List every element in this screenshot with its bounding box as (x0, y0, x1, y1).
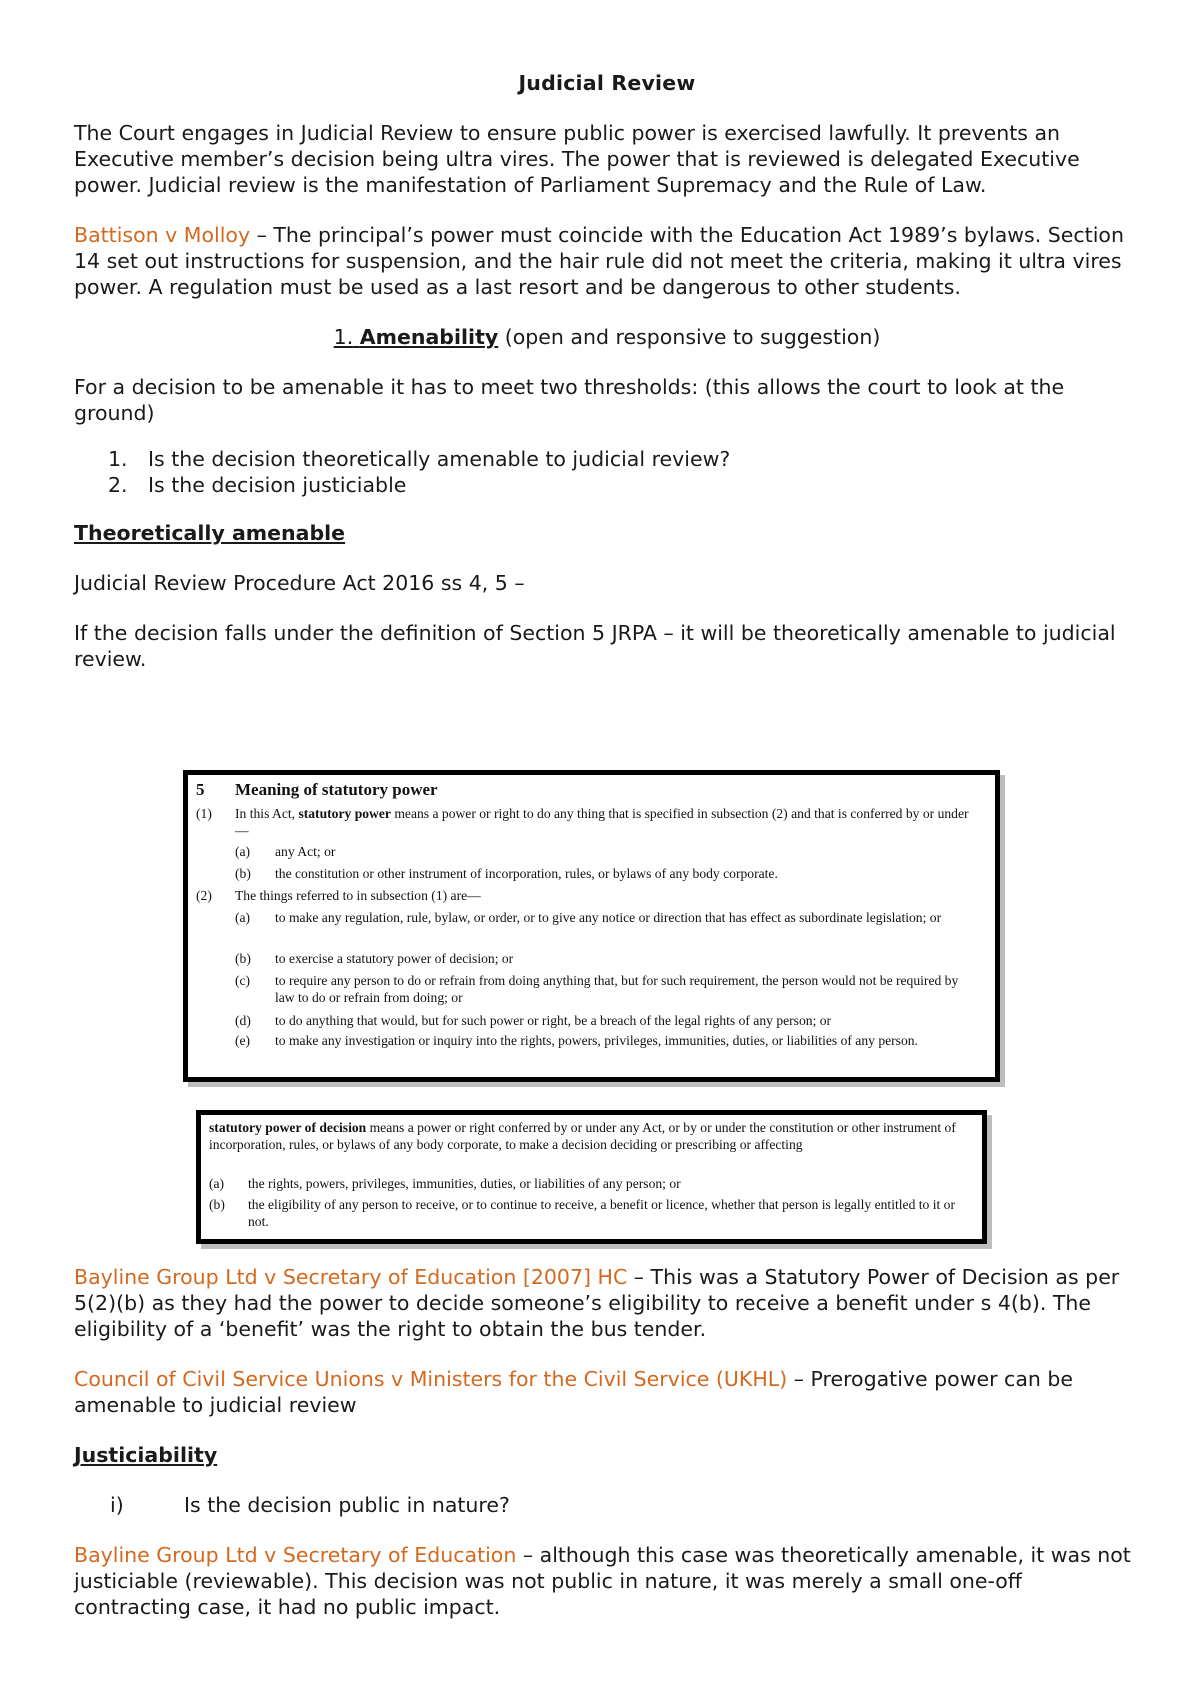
battison-text: – The principal’s power must coincide with the Education Act 1989’s bylaws. Section 14 set out instructions for suspension, and the hair rule did not meet the criteria, making it ultra vires power. A regulation must be used as a last resort and be dangerous to other students. (74, 223, 1124, 299)
item-text: to make any regulation, rule, bylaw, or order, or to give any notice or direction that has effect as subordinate legislation; or (275, 910, 942, 925)
jrpa-reference: Judicial Review Procedure Act 2016 ss 4, 5 – (74, 571, 525, 595)
statute-section-number: 5 (196, 780, 205, 799)
item-label: (d) (235, 1013, 251, 1028)
bayline-paragraph (74, 1264, 1140, 1342)
statute-section-title: Meaning of statutory power (235, 780, 438, 799)
item-text: any Act; or (275, 844, 336, 859)
case-name-battison: Battison v Molloy (74, 223, 251, 247)
case-name-bayline: Bayline Group Ltd v Secretary of Education [2007] HC (74, 1265, 628, 1289)
section-rest: (open and responsive to suggestion) (498, 325, 881, 349)
item-text: to make any investigation or inquiry into the rights, powers, privileges, immunities, duties, or liabilities of any person. (275, 1033, 918, 1048)
item-label: (a) (235, 910, 251, 925)
list-text: Is the decision theoretically amenable to judicial review? (148, 447, 731, 471)
item-label: (a) (235, 844, 251, 859)
list-number: 1. (108, 447, 128, 471)
bayline-text: – This was a Statutory Power of Decision as per 5(2)(b) as they had the power to decide someone’s eligibility to receive a benefit under s 4(b). The eligibility of a ‘benefit’ was the right to obtain the bus tender. (74, 1265, 1120, 1341)
defined-term: statutory power (298, 806, 391, 821)
statute-excerpt-section-5 (183, 770, 1000, 1082)
item-label: (a) (209, 1176, 225, 1191)
bayline-justiciability-paragraph (74, 1542, 1140, 1620)
item-text: the constitution or other instrument of incorporation, rules, or bylaws of any body corporate. (275, 866, 778, 881)
intro-paragraph: The Court engages in Judicial Review to ensure public power is exercised lawfully. It prevents an Executive member’s decision being ultra vires. The power that is reviewed is delegated Executive power. Judicial review is the manifestation of Parliament Supremacy and the Rule of Law. (74, 121, 1080, 197)
subsection-text: The things referred to in subsection (1) are— (235, 888, 481, 903)
subsection-text: means a power or right to do any thing that is specified in subsection (2) and that is conferred by or under— (235, 806, 969, 839)
item-text: the rights, powers, privileges, immunities, duties, or liabilities of any person; or (248, 1176, 681, 1191)
thresholds-intro: For a decision to be amenable it has to meet two thresholds: (this allows the court to look at the ground) (74, 375, 1065, 425)
item-label: (c) (235, 973, 251, 988)
statute-excerpt-power-of-decision (196, 1110, 987, 1244)
section-number: 1. (333, 325, 354, 349)
document-page (74, 70, 1140, 696)
ccsu-paragraph (74, 1366, 1140, 1418)
question-number: i) (110, 1493, 124, 1517)
heading-justiciability: Justiciability (74, 1443, 218, 1467)
ccsu-text: – Prerogative power can be amenable to judicial review (74, 1367, 1074, 1417)
subsection-text: In this Act, (235, 806, 299, 821)
heading-theoretically-amenable: Theoretically amenable (74, 521, 346, 545)
section-heading-amenability (74, 324, 1140, 350)
item-text: the eligibility of any person to receive, or to continue to receive, a benefit or licence, whether that person is legally entitled to it or not. (248, 1197, 956, 1230)
defined-term: statutory power of decision (209, 1120, 367, 1135)
list-text: Is the decision justiciable (148, 473, 407, 497)
bayline-justiciability-text: – although this case was theoretically amenable, it was not justiciable (reviewable). This decision was not public in nature, it was merely a small one-off contracting case, it had no public impact. (74, 1543, 1131, 1619)
item-label: (e) (235, 1033, 251, 1048)
case-name-bayline: Bayline Group Ltd v Secretary of Education (74, 1543, 517, 1567)
question-item (74, 1492, 1140, 1518)
item-label: (b) (235, 866, 251, 881)
subsection-number: (1) (196, 806, 212, 821)
list-item (74, 446, 1140, 472)
document-title: Judicial Review (518, 71, 696, 95)
thresholds-list (74, 446, 1140, 498)
list-number: 2. (108, 473, 128, 497)
item-label: (b) (209, 1197, 225, 1212)
document-page-continued (74, 1264, 1140, 1644)
list-item (74, 472, 1140, 498)
subsection-number: (2) (196, 888, 212, 903)
item-text: to do anything that would, but for such power or right, be a breach of the legal rights of any person; or (275, 1013, 832, 1028)
question-text: Is the decision public in nature? (184, 1493, 510, 1517)
section-keyword: Amenability (359, 325, 499, 349)
battison-paragraph (74, 222, 1140, 300)
item-text: to require any person to do or refrain from doing anything that, but for such requirement, the person would not be required by law to do or refrain from doing; or (275, 973, 959, 1006)
item-text: to exercise a statutory power of decision; or (275, 951, 514, 966)
item-label: (b) (235, 951, 251, 966)
case-name-ccsu: Council of Civil Service Unions v Ministers for the Civil Service (UKHL) (74, 1367, 788, 1391)
jrpa-definition: If the decision falls under the definition of Section 5 JRPA – it will be theoretically amenable to judicial review. (74, 621, 1116, 671)
definition-text: means a power or right conferred by or under any Act, or by or under the constitution or other instrument of incorporation, rules, or bylaws of any body corporate, to make a decision deciding or prescribing or affecting (209, 1120, 956, 1153)
